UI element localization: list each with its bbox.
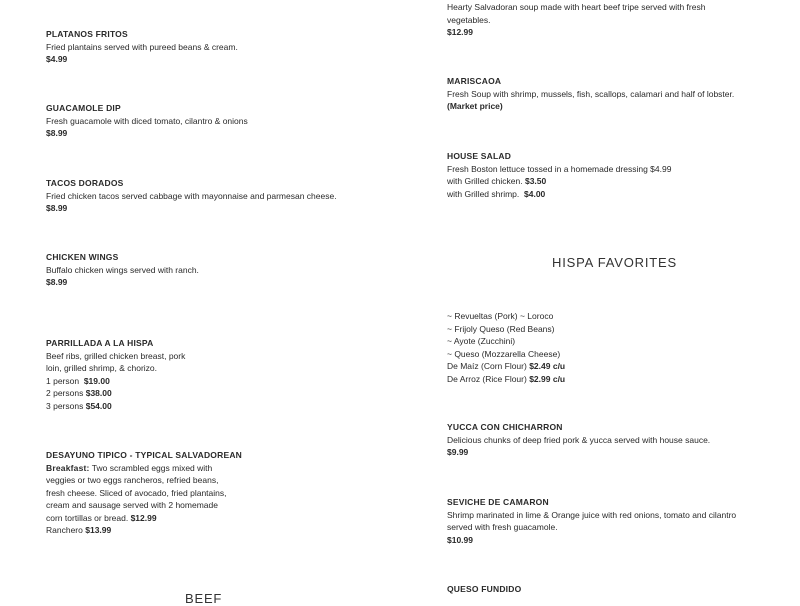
option-label: 3 persons <box>46 400 84 411</box>
item-price: $8.99 <box>46 203 68 213</box>
item-price: $8.99 <box>46 128 68 138</box>
option-price: $54.00 <box>85 400 112 411</box>
breakfast-text: Two scrambled eggs mixed with <box>91 462 213 473</box>
pupusa-variety: ~ Queso (Mozzarella Cheese) <box>447 348 561 359</box>
option-price: $38.00 <box>85 388 112 398</box>
option-label: De Maíz (Corn Flour) <box>447 361 527 371</box>
item-description: Fresh Soup with shrimp, mussels, fish, scallops, calamari and half of lobster. <box>447 88 735 99</box>
menu-item-queso-fundido <box>447 583 521 596</box>
item-description-line: cream and sausage served with 2 homemade <box>46 500 218 510</box>
item-description-line: veggies or two eggs rancheros, refried beans, <box>46 475 219 485</box>
pupusa-variety: ~ Revueltas (Pork) ~ Loroco <box>447 311 554 321</box>
menu-item-seviche <box>447 496 736 546</box>
option-price: $3.50 <box>524 176 547 186</box>
section-heading-beef: BEEF <box>185 591 223 606</box>
item-description-line: Hearty Salvadoran soup made with heart beef tripe served with fresh <box>447 2 706 12</box>
item-price: $9.99 <box>447 447 469 457</box>
option-label: 1 person <box>46 375 80 386</box>
breakfast-label: Breakfast: <box>46 462 90 473</box>
section-heading-hispa-favorites: HISPA FAVORITES <box>552 255 677 270</box>
item-price: (Market price) <box>447 101 503 111</box>
item-description: Fresh Boston lettuce tossed in a homemade dressing $4.99 <box>447 163 672 174</box>
item-price: $4.99 <box>46 54 68 64</box>
item-name: TACOS DORADOS <box>46 178 124 188</box>
option-price: $2.99 c/u <box>529 373 566 384</box>
item-description-line: vegetables. <box>447 14 491 25</box>
menu-item-parrillada <box>46 337 185 412</box>
menu-item-platanos <box>46 28 238 66</box>
menu-item-desayuno <box>46 449 242 537</box>
item-price: $10.99 <box>447 534 473 545</box>
item-description: Buffalo chicken wings served with ranch. <box>46 264 199 275</box>
item-description-line: Beef ribs, grilled chicken breast, pork <box>46 350 186 361</box>
item-price: $12.99 <box>130 512 157 523</box>
price-option <box>46 400 185 413</box>
option-label: Ranchero <box>46 525 83 535</box>
option-label: De Arroz (Rice Flour) <box>447 373 527 384</box>
item-name: PARRILLADA A LA HISPA <box>46 338 154 348</box>
pupusa-variety: ~ Frijoly Queso (Red Beans) <box>447 323 555 334</box>
price-option <box>447 188 671 201</box>
pupusa-variety: ~ Ayote (Zucchini) <box>447 336 516 346</box>
price-option <box>447 373 565 386</box>
price-option <box>46 375 185 388</box>
menu-item-mariscada <box>447 75 734 113</box>
item-name: QUESO FUNDIDO <box>447 584 522 594</box>
item-name: GUACAMOLE DIP <box>46 103 121 113</box>
item-description: Fried plantains served with pureed beans & cream. <box>46 41 238 52</box>
item-name: HOUSE SALAD <box>447 151 512 161</box>
option-price: $4.00 <box>524 188 546 199</box>
item-description: Fried chicken tacos served cabbage with mayonnaise and parmesan cheese. <box>46 190 337 201</box>
item-description: Fresh guacamole with diced tomato, cilantro & onions <box>46 115 248 126</box>
item-price: $8.99 <box>46 277 68 287</box>
item-description: Delicious chunks of deep fried pork & yucca served with house sauce. <box>447 434 711 445</box>
breakfast-last-line: corn tortillas or bread. <box>46 512 129 523</box>
option-label: with Grilled shrimp. <box>447 188 520 199</box>
item-price: $12.99 <box>447 27 473 37</box>
price-option <box>447 360 565 373</box>
item-description-line <box>46 512 242 525</box>
item-description-line: loin, grilled shrimp, & chorizo. <box>46 363 158 373</box>
menu-item-house-salad <box>447 150 671 200</box>
menu-item-tacos <box>46 177 337 215</box>
menu-item-guacamole <box>46 102 248 140</box>
item-name: YUCCA CON CHICHARRON <box>447 422 563 432</box>
item-description-line <box>46 462 242 475</box>
item-description-line: fresh cheese. Sliced of avocado, fried plantains, <box>46 487 227 498</box>
menu-item-pupusas <box>447 310 565 385</box>
price-option <box>46 524 242 537</box>
item-name: CHICKEN WINGS <box>46 252 119 262</box>
price-option <box>46 387 185 400</box>
option-label: with Grilled chicken. <box>447 176 523 186</box>
price-option <box>447 175 671 188</box>
option-label: 2 persons <box>46 388 84 398</box>
menu-item-yucca <box>447 421 710 459</box>
item-name: MARISCAOA <box>447 76 502 86</box>
option-price: $2.49 c/u <box>529 361 566 371</box>
item-description-line: Shrimp marinated in lime & Orange juice with red onions, tomato and cilantro <box>447 509 737 520</box>
item-name: PLATANOS FRITOS <box>46 29 128 39</box>
option-price: $19.00 <box>83 375 110 386</box>
option-price: $13.99 <box>85 525 112 535</box>
menu-item-wings <box>46 251 199 289</box>
item-name: DESAYUNO TIPICO - TYPICAL SALVADOREAN <box>46 450 242 460</box>
menu-item-soup <box>447 1 705 39</box>
item-description-line: served with fresh guacamole. <box>447 522 558 532</box>
item-name: SEVICHE DE CAMARON <box>447 497 549 507</box>
